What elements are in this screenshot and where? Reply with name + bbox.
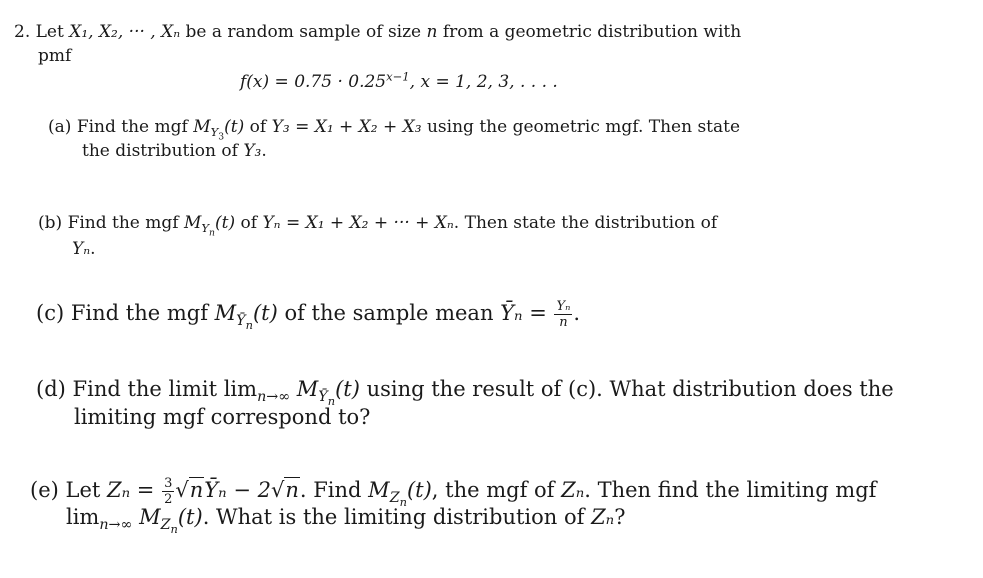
part-e-lim: lim [66,505,100,529]
part-b-mgf-subsub: n [209,227,215,239]
part-e-line2-arg: (t) [177,505,203,529]
pmf-formula [240,69,558,92]
problem-intro-line1 [14,22,741,42]
part-b-period: . [90,239,96,259]
part-e-mid: . Find [299,478,369,503]
part-a-mgf: M [193,117,211,137]
part-a-expression: Y₃ = X₁ + X₂ + X₃ [271,117,422,137]
part-e-line2-mgf-sub: Z [160,517,171,534]
part-b-post: . Then state the distribution of [453,213,718,233]
part-e-mgf-sub: Z [389,490,400,507]
part-d-lim-sub: n→∞ [257,389,291,406]
part-e-zn: Zₙ [561,478,585,503]
part-e-line2-mgf: M [132,505,161,529]
part-e-line2-text: . What is the limiting distribution of [202,505,592,529]
part-a-y3: Y₃ [243,141,262,161]
problem-intro-line2: pmf [38,46,72,66]
part-a-mgf-subsub: 3 [218,131,225,143]
part-a-mgf-sub: Y [210,125,219,140]
part-e-arg: (t) [406,478,432,503]
part-c-arg: (t) [252,301,278,326]
part-b-yn: Yₙ [72,239,91,259]
part-e-question-mark: ? [614,505,626,529]
intro-text-3: from a geometric distribution with [437,22,742,42]
part-d-post: using the result of (c). What distribution does the [359,377,894,401]
part-b-line1 [38,213,718,239]
part-a-line1 [48,117,741,143]
part-c-lhs: Ȳₙ = [500,301,554,326]
part-b-arg: (t) [214,213,236,233]
part-d-arg: (t) [335,377,360,401]
part-e-sqrt-2-radicand: n [285,478,299,503]
part-e-label: (e) [30,478,59,503]
part-c-period: . [573,301,581,326]
part-d-mgf-subsub: n [327,394,336,409]
part-d-mgf: M [290,377,319,401]
part-c-line [36,299,581,333]
part-a-arg: (t) [224,117,245,137]
part-e-text: Let [65,478,108,503]
part-b-line2 [72,239,96,259]
part-b-text: Find the mgf [67,213,184,233]
part-b-mgf: M [183,213,202,233]
part-a-line2-text: the distribution of [82,141,244,161]
part-d-line2: limiting mgf correspond to? [74,405,371,429]
part-e-lim-sub: n→∞ [99,517,133,534]
intro-text: Let [35,22,70,42]
part-d-text: Find the limit [72,377,224,401]
part-c-frac-den: n [559,315,568,331]
part-e-post: . Then find the limiting mgf [584,478,877,503]
part-a-text: Find the mgf [76,117,194,137]
part-e-sqrt-1-radicand: n [189,478,204,503]
part-e-mid-2: , the mgf of [431,478,562,503]
part-d-label: (d) [36,377,66,401]
part-e-mid-expression: Ȳₙ − 2 [204,478,271,503]
part-e-line2-zn: Zₙ [591,505,615,529]
part-c-frac-num: Yₙ [556,299,571,314]
intro-n: n [426,22,438,42]
part-c-mid: of the sample mean [277,301,501,326]
part-e-line1 [30,476,877,510]
part-d-lim: lim [223,377,258,401]
part-c-mgf-subsub: n [245,318,253,333]
part-e-z-lhs: Zₙ = [107,478,162,503]
part-d-line1 [36,377,894,409]
part-c-mgf: M [214,301,237,326]
pmf-lhs: f(x) = 0.75 · 0.25 [240,72,387,92]
part-a-post: using the geometric mgf. Then state [421,117,741,137]
pmf-exponent: x−1 [386,69,410,84]
intro-text-2: be a random sample of size [180,22,427,42]
part-e-line2-mgf-subsub: n [170,522,178,537]
part-e-frac-den: 2 [164,492,173,508]
part-b-label: (b) [38,213,63,233]
part-c-text: Find the mgf [70,301,215,326]
part-a-line2 [82,141,267,161]
intro-variables: X₁, X₂, ··· , Xₙ [69,22,181,42]
part-e-sqrt-1: √n [175,478,204,503]
part-e-mgf: M [368,478,390,503]
part-c-fraction [554,300,572,329]
part-b-expression: Yₙ = X₁ + X₂ + ··· + Xₙ [262,213,454,233]
part-c-label: (c) [36,301,65,326]
part-a-mid: of [244,117,272,137]
part-d-mgf-sub: Ȳ [318,389,328,406]
part-e-frac-num: 3 [164,476,173,491]
problem-number: 2. [14,22,31,42]
part-b-mid: of [235,213,263,233]
part-c-mgf-sub: Ȳ [236,313,246,330]
part-e-fraction [162,477,174,506]
part-e-mgf-subsub: n [399,495,407,510]
part-e-sqrt-2: √n [270,478,299,503]
part-a-label: (a) [48,117,72,137]
part-e-line2 [66,505,626,537]
part-a-period: . [261,141,267,161]
pmf-rhs: , x = 1, 2, 3, . . . . [409,72,558,92]
part-b-mgf-sub: Y [201,221,210,236]
